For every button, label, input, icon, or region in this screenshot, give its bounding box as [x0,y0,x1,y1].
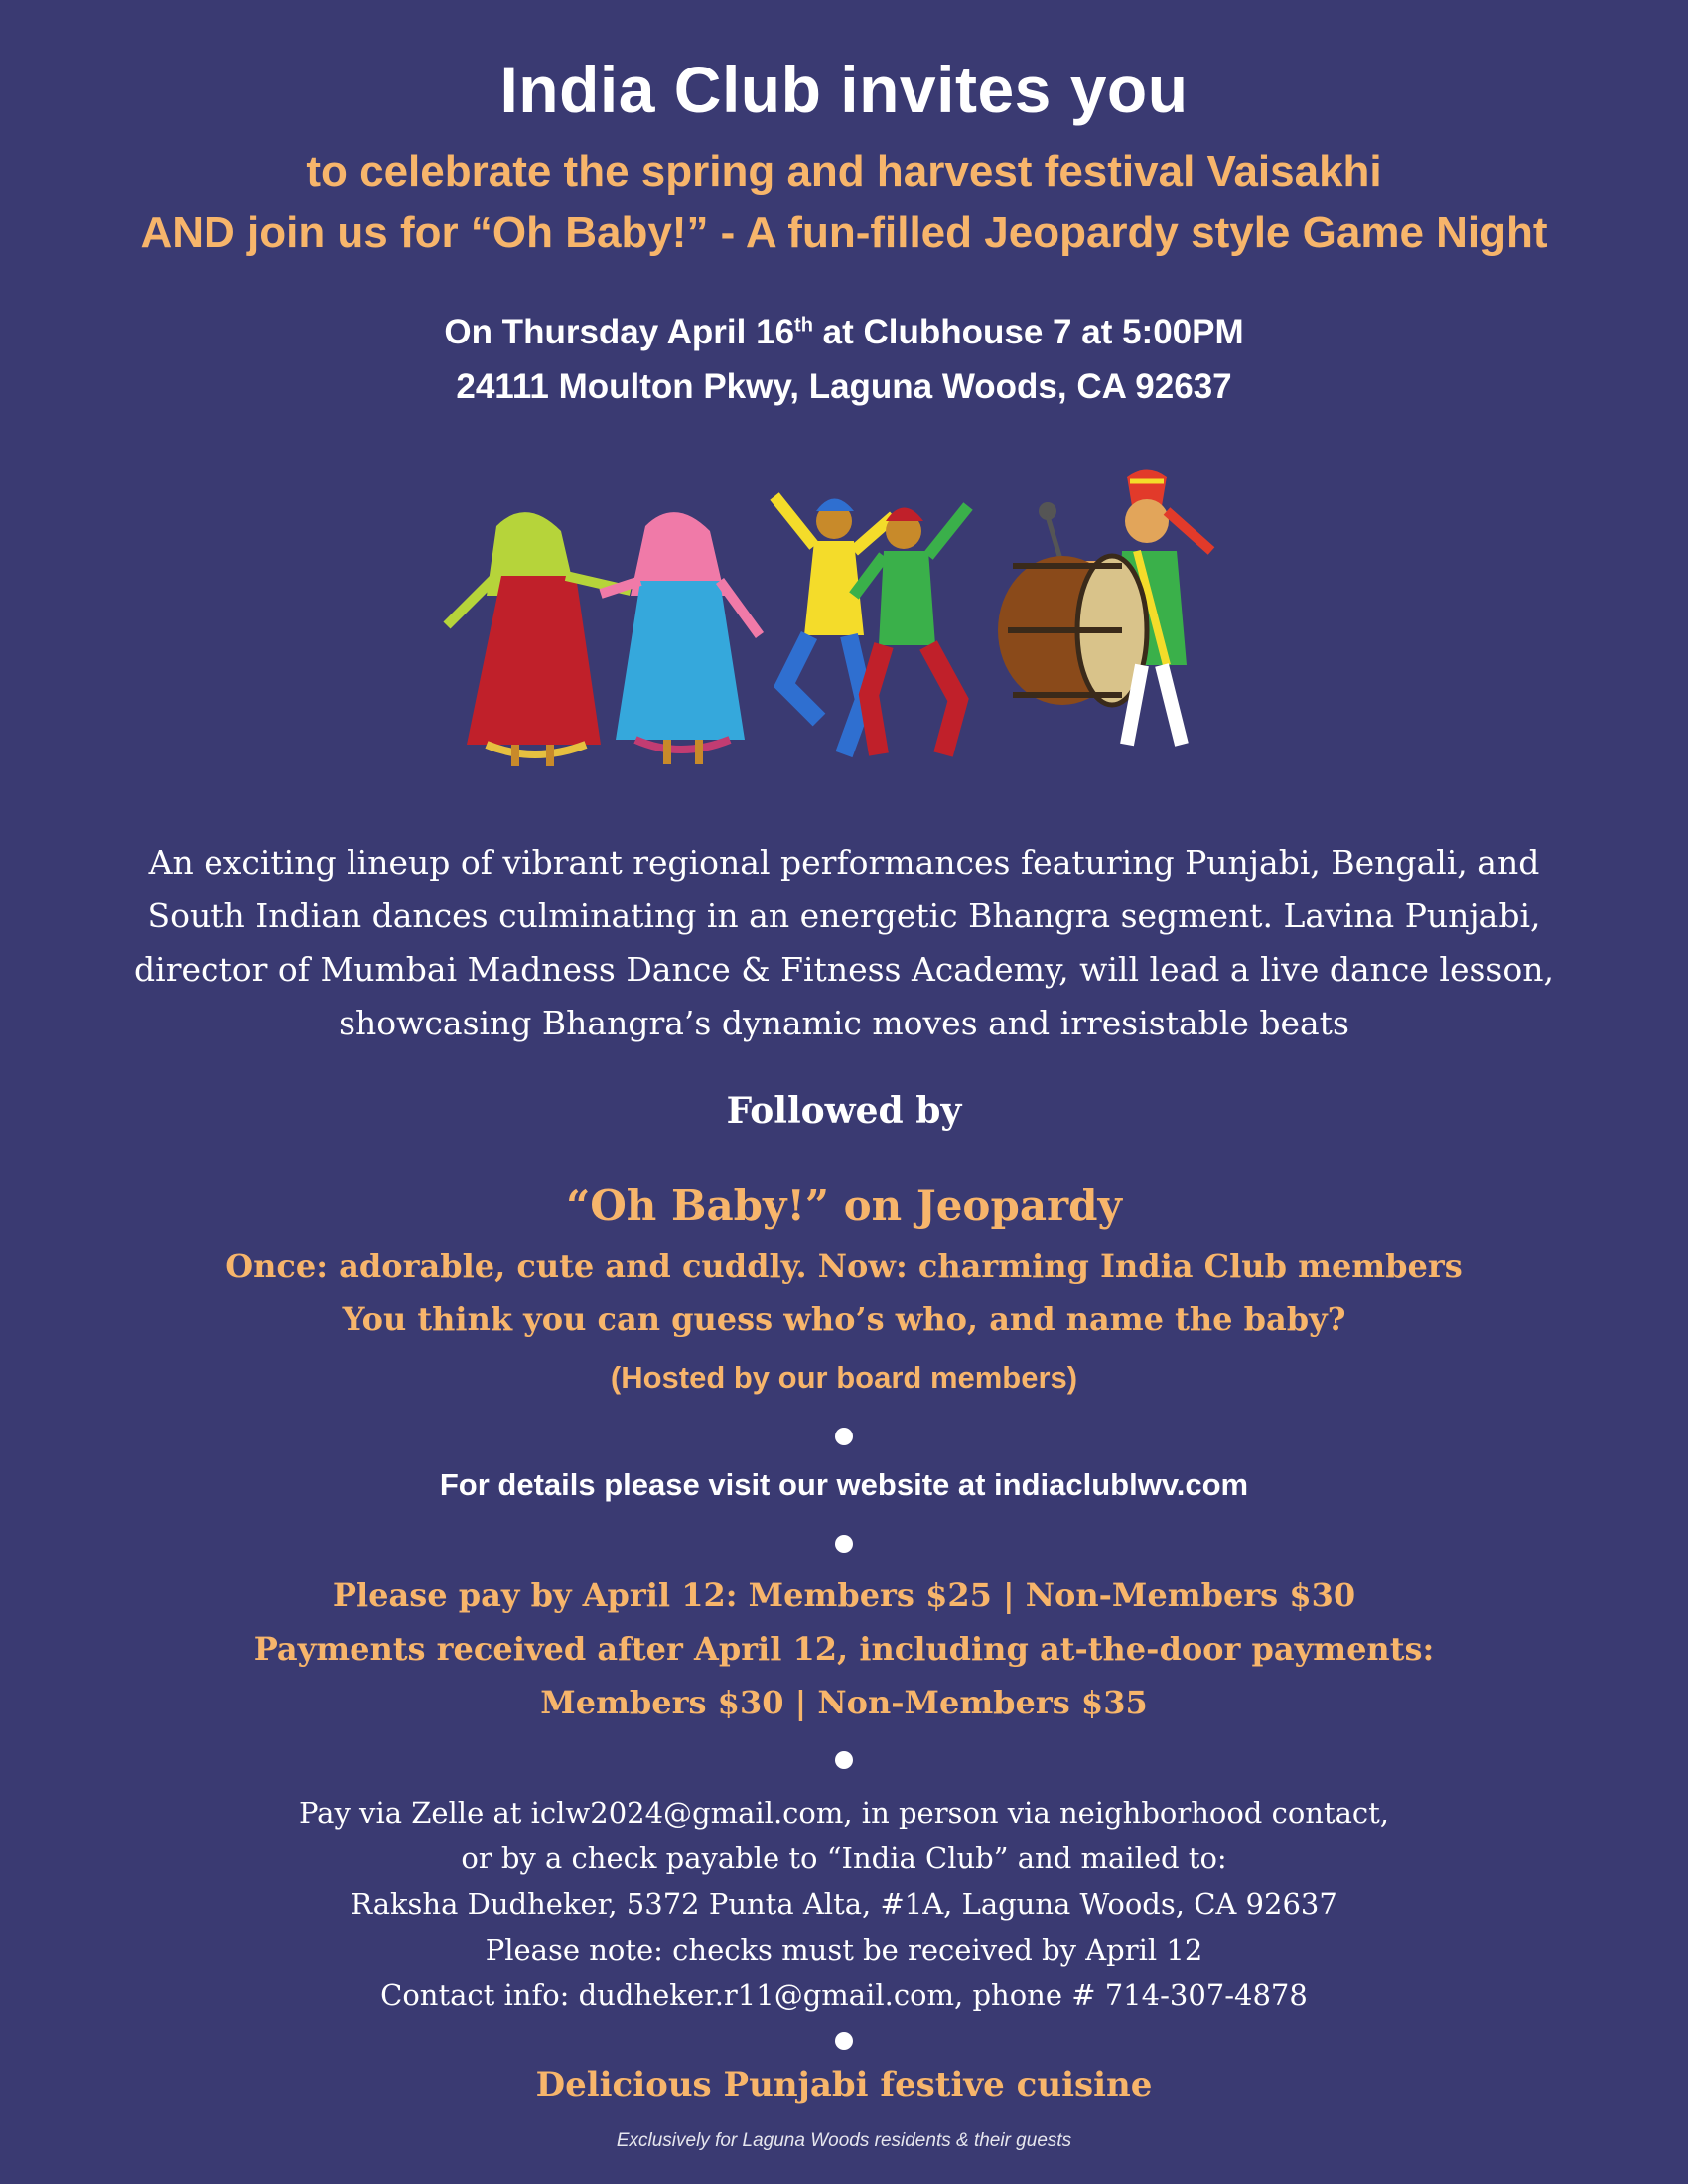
dhol-drummer-icon [998,470,1211,746]
jeopardy-line-2: You think you can guess who’s who, and name the baby? [342,1300,1346,1338]
description-line: An exciting lineup of vibrant regional performances featuring Punjabi, Bengali, and [148,843,1540,882]
event-venue-time: at Clubhouse 7 at 5:00PM [812,313,1244,351]
event-date: On Thursday April 16 [444,313,795,351]
followed-by-heading: Followed by [726,1090,962,1132]
jeopardy-line-1: Once: adorable, cute and cuddly. Now: charming India Club members [225,1247,1463,1285]
event-date-suffix: th [794,314,813,337]
description-line: director of Mumbai Madness Dance & Fitness Academy, will lead a live dance lesson, [134,950,1554,989]
dancers-and-dhol-drummer-illustration [427,457,1261,784]
payment-line: Raksha Dudheker, 5372 Punta Alta, #1A, Laguna Woods, CA 92637 [351,1887,1337,1921]
early-pricing: Please pay by April 12: Members $25 | Non-Members $30 [332,1576,1356,1614]
event-datetime [0,313,1688,352]
flyer-title: India Club invites you [499,53,1189,126]
payment-line: Contact info: dudheker.r11@gmail.com, phone # 714-307-4878 [380,1979,1308,2012]
game-night-subtitle: AND join us for “Oh Baby!” - A fun-filled Jeopardy style Game Night [140,208,1548,257]
description-line: South Indian dances culminating in an energetic Bhangra segment. Lavina Punjabi, [147,896,1541,935]
bullet-divider [835,2032,853,2050]
payment-line: Pay via Zelle at iclw2024@gmail.com, in person via neighborhood contact, [298,1796,1390,1830]
late-pricing: Members $30 | Non-Members $35 [540,1684,1148,1721]
festival-subtitle: to celebrate the spring and harvest festival Vaisakhi [306,147,1382,196]
payment-info [0,1790,1688,2018]
dancer-woman-green-icon [447,512,631,766]
cuisine-note: Delicious Punjabi festive cuisine [535,2065,1153,2105]
late-pricing-note: Payments received after April 12, including at-the-door payments: [253,1630,1435,1668]
bullet-divider [835,1751,853,1769]
bullet-divider [835,1535,853,1553]
jeopardy-title: “Oh Baby!” on Jeopardy [566,1181,1122,1230]
event-address: 24111 Moulton Pkwy, Laguna Woods, CA 92637 [456,367,1232,406]
payment-line: or by a check payable to “India Club” and mailed to: [461,1842,1227,1875]
bullet-divider [835,1428,853,1445]
payment-line: Please note: checks must be received by April 12 [485,1933,1203,1967]
performance-description [129,836,1559,1050]
hosted-by-note: (Hosted by our board members) [610,1360,1078,1395]
dancer-woman-pink-icon [601,512,760,764]
website-info: For details please visit our website at indiaclublwv.com [439,1467,1249,1502]
description-line: showcasing Bhangra’s dynamic moves and irresistable beats [339,1004,1349,1042]
footer-note: Exclusively for Laguna Woods residents & their guests [616,2130,1072,2151]
